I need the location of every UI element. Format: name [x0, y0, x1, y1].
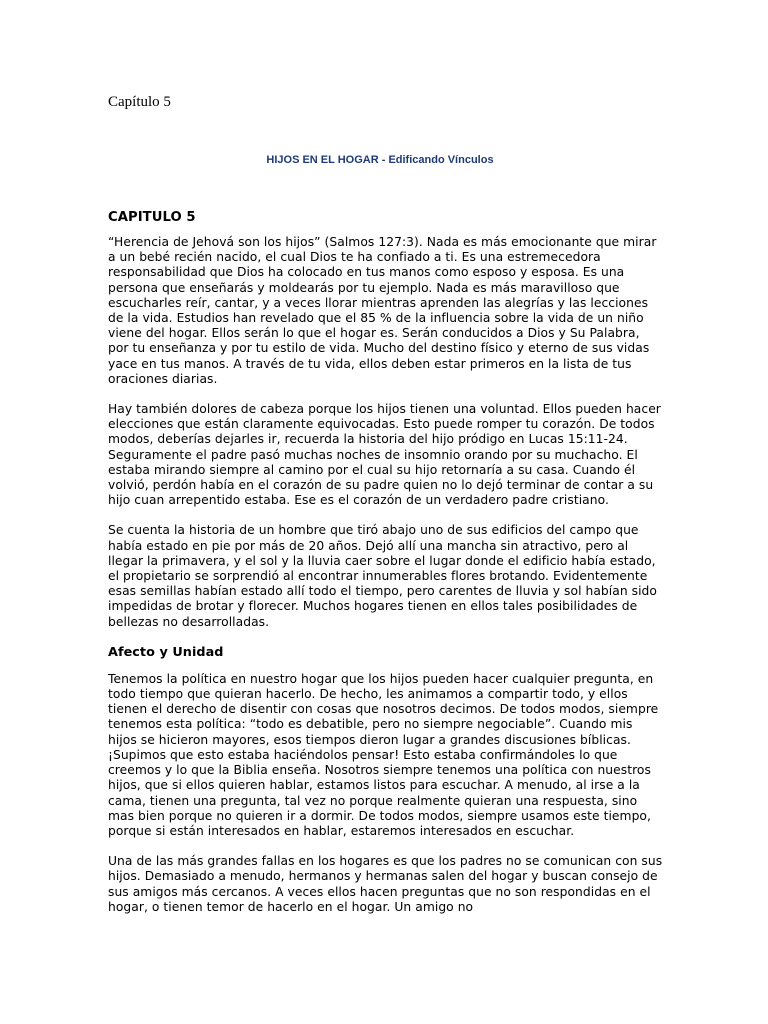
chapter-header: Capítulo 5 [108, 94, 171, 110]
paragraph: Una de las más grandes fallas en los hogares es que los padres no se comunican con sus hijos. Demasiado a menudo, hermanos y hermanas salen del hogar y buscan consejo de sus amigos más cercanos. A veces ellos hacen preguntas que no son respondidas en el hogar, o tienen temor de hacerlo en el hogar. Un amigo no [108, 854, 663, 914]
paragraph: Tenemos la política en nuestro hogar que los hijos pueden hacer cualquier pregunta, en todo tiempo que quieran hacerlo. De hecho, les animamos a compartir todo, y ellos tienen el derecho de disentir con cosas que nosotros decimos. De todos modos, siempre tenemos esta política: “todo es debatible, pero no siempre negociable”. Cuando mis hijos se hicieron mayores, esos tiempos dieron lugar a grandes discusiones bíblicas. ¡Supimos que esto estaba haciéndolos pensar! Esto estaba confirmándoles lo que creemos y lo que la Biblia enseña. Nosotros siempre tenemos una política con nuestros hijos, que si ellos quieren hablar, estamos listos para escuchar. A menudo, al irse a la cama, tienen una pregunta, tal vez no porque realmente quieran una respuesta, sino mas bien porque no quieren ir a dormir. De todos modos, siempre usamos este tiempo, porque si están interesados en hablar, estaremos interesados en escuchar. [108, 671, 659, 838]
paragraph: Hay también dolores de cabeza porque los hijos tienen una voluntad. Ellos pueden hacer elecciones que están claramente equivocadas. Esto puede romper tu corazón. De todos modos, deberías dejarles ir, recuerda la historia del hijo pródigo en Lucas 15:11-24. Seguramente el padre pasó muchas noches de insomnio orando por su muchacho. El estaba mirando siempre al camino por el cual su hijo retornaría a su casa. Cuando él volvió, perdón había en el corazón de su padre quien no lo dejó terminar de contar a su hijo cuan arrepentido estaba. Ese es el corazón de un verdadero padre cristiano. [108, 402, 661, 508]
section-heading: Afecto y Unidad [108, 644, 224, 660]
chapter-heading: CAPITULO 5 [108, 210, 196, 225]
document-subtitle: HIJOS EN EL HOGAR - Edificando Vínculos [266, 154, 494, 166]
paragraph: “Herencia de Jehová son los hijos” (Salmos 127:3). Nada es más emocionante que mirar a un bebé recién nacido, el cual Dios te ha confiado a ti. Es una estremecedora responsabilidad que Dios ha colocado en tus manos como esposo y esposa. Es una persona que enseñarás y moldearás por tu ejemplo. Nada es más maravilloso que escucharles reír, cantar, y a veces llorar mientras aprenden las alegrías y las lecciones de la vida. Estudios han revelado que el 85 % de la influencia sobre la vida de un niño viene del hogar. Ellos serán lo que el hogar es. Serán conducidos a Dios y Su Palabra, por tu enseñanza y por tu estilo de vida. Mucho del destino físico y eterno de sus vidas yace en tus manos. A través de tu vida, ellos deben estar primeros en la lista de tus oraciones diarias. [108, 235, 657, 386]
document-body [108, 210, 664, 930]
paragraph: Se cuenta la historia de un hombre que tiró abajo uno de sus edificios del campo que había estado en pie por más de 20 años. Dejó allí una mancha sin atractivo, pero al llegar la primavera, y el sol y la lluvia caer sobre el lugar donde el edificio había estado, el propietario se sorprendió al encontrar innumerables flores brotando. Evidentemente esas semillas habían estado allí todo el tiempo, pero carentes de lluvia y sol habían sido impedidas de brotar y florecer. Muchos hogares tienen en ellos tales posibilidades de bellezas no desarrolladas. [108, 523, 657, 629]
